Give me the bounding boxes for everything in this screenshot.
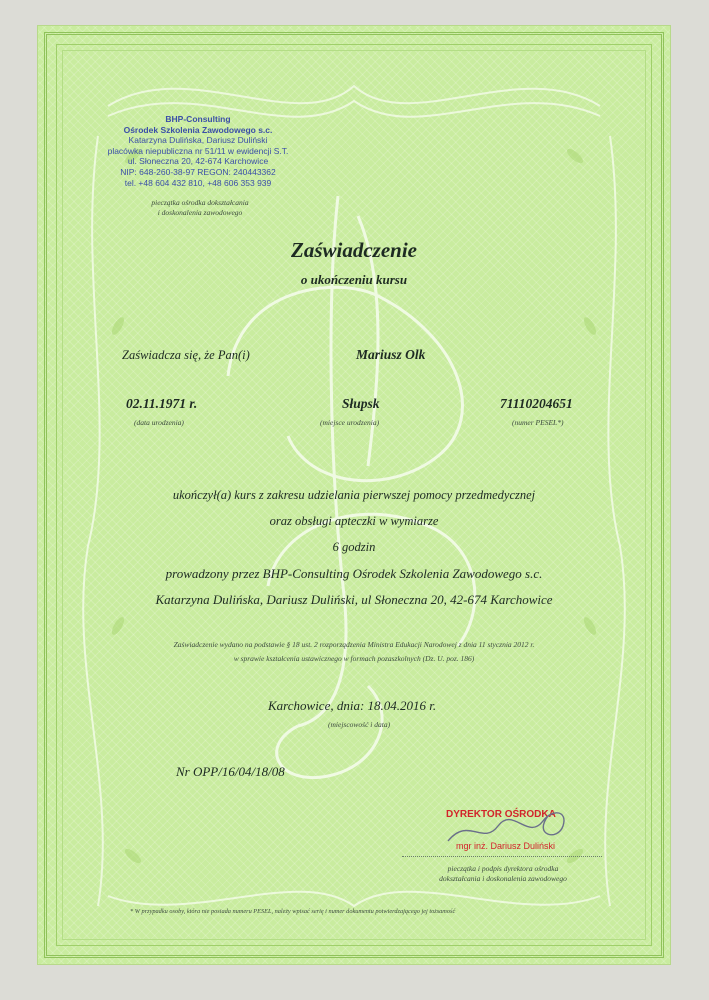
- director-name: mgr inż. Dariusz Duliński: [456, 841, 556, 851]
- stamp-phone: tel. +48 604 432 810, +48 606 353 939: [124, 177, 272, 188]
- provider-line-2: Katarzyna Dulińska, Dariusz Duliński, ul Słoneczna 20, 42-674 Karchowice: [155, 592, 553, 607]
- pesel-footnote: * W przypadku osoby, która nie posiada numeru PESEL, należy wpisać serię i numer dokumentu potwierdzającego jej tożsamość: [130, 908, 456, 915]
- signature-caption-line1: pieczątka i podpis dyrektora ośrodka: [447, 864, 559, 873]
- stamp-registry: placówka niepubliczna nr 51/11 w ewidencji S.T.: [107, 145, 289, 156]
- certificate-subtitle: o ukończeniu kursu: [300, 272, 408, 287]
- place-date-label: (miejscowość i data): [328, 720, 391, 729]
- provider-line-1: prowadzony przez BHP-Consulting Ośrodek Szkolenia Zawodowego s.c.: [165, 566, 543, 581]
- course-hours: 6 godzin: [332, 540, 376, 554]
- stamp-caption: [130, 198, 270, 218]
- certificate-sheet: [38, 26, 670, 964]
- birth-date: 02.11.1971 r.: [126, 396, 198, 411]
- signature-caption-line2: dokształcania i doskonalenia zawodowego: [439, 874, 567, 883]
- director-title: DYREKTOR OŚRODKA: [446, 809, 556, 820]
- stamp-address: ul. Słoneczna 20, 42-674 Karchowice: [127, 156, 269, 167]
- director-signature: [438, 796, 588, 856]
- signature-caption: [408, 864, 598, 884]
- birth-place: Słupsk: [342, 396, 380, 411]
- person-name: Mariusz Olk: [356, 347, 426, 362]
- company-stamp: [88, 114, 308, 188]
- birth-date-label: (data urodzenia): [134, 418, 184, 427]
- course-line-1: ukończył(a) kurs z zakresu udzielania pierwszej pomocy przedmedycznej: [172, 488, 536, 502]
- signature-line: [402, 856, 602, 857]
- person-intro: Zaświadcza się, że Pan(i): [122, 348, 250, 362]
- stamp-company-name: BHP-Consulting: [165, 114, 231, 124]
- pesel-number: 71110204651: [500, 396, 573, 411]
- legal-basis-line-1: Zaświadczenie wydano na podstawie § 18 ust. 2 rozporządzenia Ministra Edukacji Narodowej z dnia 11 stycznia 2012 r.: [173, 640, 535, 649]
- place-and-date: Karchowice, dnia: 18.04.2016 r.: [268, 698, 437, 713]
- stamp-caption-line1: pieczątka ośrodka dokształcania: [151, 198, 249, 207]
- stamp-nip-regon: NIP: 648-260-38-97 REGON: 240443362: [120, 166, 276, 177]
- stamp-owners: Katarzyna Dulińska, Dariusz Duliński: [128, 135, 268, 146]
- pesel-label: (numer PESEL*): [512, 418, 564, 427]
- legal-basis-line-2: w sprawie kształcenia ustawicznego w formach pozaszkolnych (Dz. U. poz. 186): [233, 654, 475, 663]
- birth-place-label: (miejsce urodzenia): [320, 418, 380, 427]
- stamp-company-subtitle: Ośrodek Szkolenia Zawodowego s.c.: [123, 124, 273, 135]
- certificate-title: Zaświadczenie: [291, 238, 417, 262]
- course-line-2: oraz obsługi apteczki w wymiarze: [269, 514, 439, 528]
- stamp-caption-line2: i doskonalenia zawodowego: [157, 208, 243, 217]
- certificate-number: Nr OPP/16/04/18/08: [176, 764, 285, 779]
